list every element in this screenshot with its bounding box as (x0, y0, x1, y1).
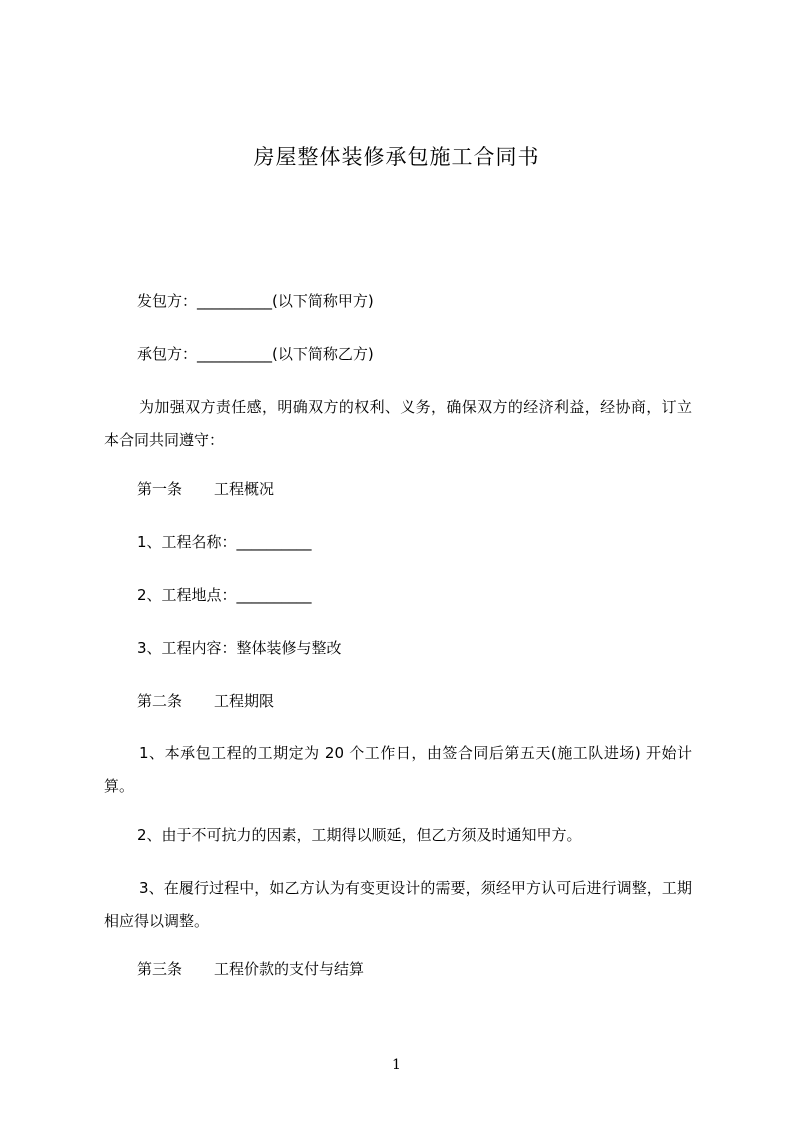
document-title: 房屋整体装修承包施工合同书 (253, 145, 540, 169)
article-3-heading (137, 959, 364, 979)
article-2-heading (137, 691, 274, 711)
project-name-line (137, 532, 312, 552)
party-b-blank: __________ (197, 345, 273, 363)
preamble-paragraph: 为加强双方责任感，明确双方的权利、义务，确保双方的经济利益，经协商，订立本合同共同遵守： (104, 398, 692, 449)
article-3-title: 工程价款的支付与结算 (214, 960, 365, 978)
project-location-blank: __________ (236, 586, 312, 604)
article-1-title: 工程概况 (214, 480, 275, 498)
party-b-label: 承包方： (137, 345, 198, 363)
article-1-heading (137, 479, 274, 499)
article-2-title: 工程期限 (214, 692, 275, 710)
party-a-note: (以下简称甲方) (272, 292, 374, 310)
article-1-number: 第一条 (137, 480, 183, 498)
page-number: 1 (392, 1057, 401, 1073)
party-b-note: (以下简称乙方) (272, 345, 374, 363)
article-2-number: 第二条 (137, 692, 183, 710)
project-location-line (137, 585, 312, 605)
article-2-item-2: 2、由于不可抗力的因素，工期得以顺延，但乙方须及时通知甲方。 (137, 826, 582, 844)
project-name-label: 1、工程名称： (137, 533, 237, 551)
project-content-line: 3、工程内容：整体装修与整改 (137, 639, 342, 657)
party-a-blank: __________ (197, 292, 273, 310)
party-a-line (137, 291, 374, 311)
article-3-number: 第三条 (137, 960, 183, 978)
party-a-label: 发包方： (137, 292, 198, 310)
article-2-item-1: 1、本承包工程的工期定为 20 个工作日，由签合同后第五天(施工队进场) 开始计算。 (104, 744, 692, 795)
party-b-line (137, 344, 374, 364)
project-location-label: 2、工程地点： (137, 586, 237, 604)
project-name-blank: __________ (236, 533, 312, 551)
article-2-item-3: 3、在履行过程中，如乙方认为有变更设计的需要，须经甲方认可后进行调整，工期相应得以调整。 (104, 879, 692, 930)
